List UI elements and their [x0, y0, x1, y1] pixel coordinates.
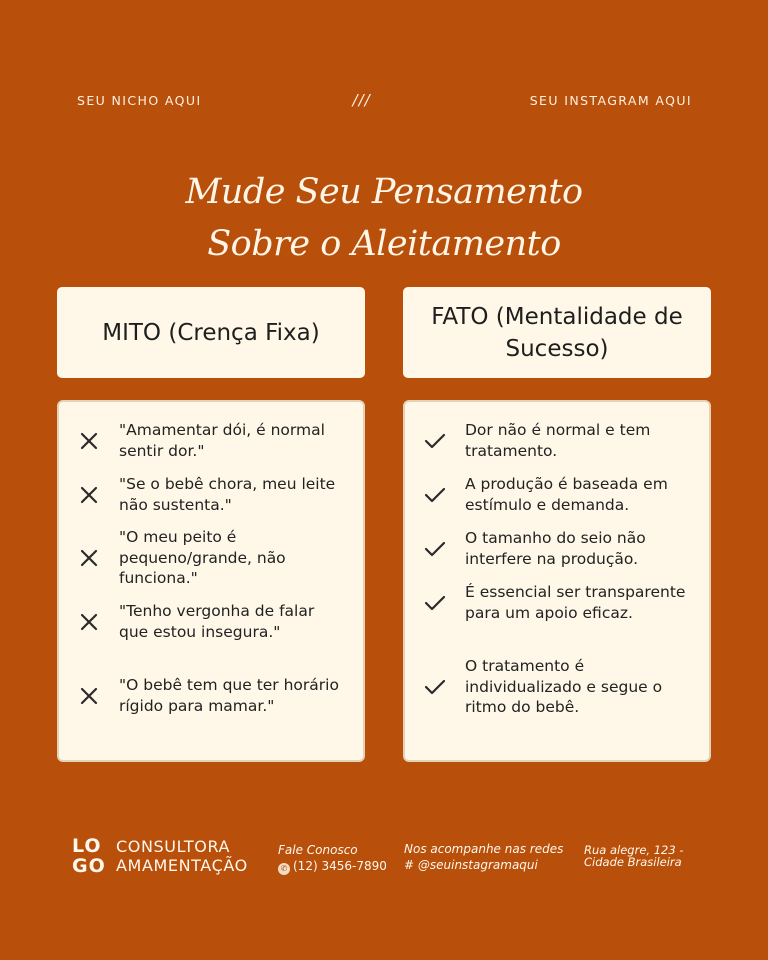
fact-heading: FATO (Mentalidade de Sucesso) [431, 303, 683, 362]
x-icon [59, 432, 119, 450]
myth-item-text: "Amamentar dói, é normal sentir dor." [119, 421, 325, 460]
myth-heading-card [57, 287, 365, 378]
brand-name [116, 837, 248, 875]
myth-item-text: "O bebê tem que ter horário rígido para mamar." [119, 676, 339, 715]
contact-label: Fale Conosco [278, 843, 358, 857]
fact-item-text: O tratamento é individualizado e segue o ritmo do bebê. [465, 657, 663, 716]
fact-heading-card [403, 287, 711, 378]
page-title [0, 166, 768, 270]
fact-item [405, 528, 709, 569]
x-icon [59, 687, 119, 705]
fact-list [403, 400, 711, 762]
address-line-2: Cidade Brasileira [584, 855, 682, 869]
address-block [584, 844, 683, 868]
myth-item [59, 474, 363, 515]
fact-item-text: O tamanho do seio não interfere na produção. [465, 529, 646, 568]
instagram-label: SEU INSTAGRAM AQUI [529, 92, 692, 108]
check-icon [405, 594, 465, 612]
phone-row[interactable] [278, 858, 387, 875]
social-handle[interactable]: # @seuinstagramaqui [404, 858, 538, 872]
x-icon [59, 486, 119, 504]
x-icon [59, 613, 119, 631]
fact-item [405, 656, 709, 718]
phone-number: (12) 3456-7890 [293, 859, 387, 873]
myth-item-text: "O meu peito é pequeno/grande, não funciona." [119, 528, 286, 587]
fact-item-text: A produção é baseada em estímulo e demanda. [465, 475, 668, 514]
footer [0, 836, 768, 886]
contact-block [278, 842, 387, 875]
title-line-1: Mude Seu Pensamento [185, 172, 583, 212]
top-bar [77, 90, 692, 110]
check-icon [405, 540, 465, 558]
niche-label: SEU NICHO AQUI [77, 92, 202, 108]
social-label: Nos acompanhe nas redes [404, 842, 564, 856]
check-icon [405, 678, 465, 696]
brand-line-2: AMAMENTAÇÃO [116, 856, 248, 875]
fact-item [405, 582, 709, 623]
check-icon [405, 432, 465, 450]
check-icon [405, 486, 465, 504]
fact-item [405, 474, 709, 515]
myth-item [59, 527, 363, 589]
fact-item [405, 420, 709, 461]
myth-item [59, 601, 363, 642]
fact-item-text: É essencial ser transparente para um apoio eficaz. [465, 583, 686, 622]
myth-item [59, 420, 363, 461]
myth-item-text: "Se o bebê chora, meu leite não sustenta." [119, 475, 336, 514]
myth-item [59, 675, 363, 716]
myth-heading: MITO (Crença Fixa) [102, 319, 320, 346]
title-line-2: Sobre o Aleitamento [207, 224, 561, 264]
separator: /// [352, 91, 371, 109]
brand-line-1: CONSULTORA [116, 837, 231, 856]
social-block [404, 841, 563, 873]
logo: LO GO [72, 835, 106, 877]
phone-icon: ✆ [278, 863, 290, 875]
myth-list [57, 400, 365, 762]
address-line-1: Rua alegre, 123 - [584, 843, 684, 857]
myth-item-text: "Tenho vergonha de falar que estou insegura." [119, 602, 315, 641]
x-icon [59, 549, 119, 567]
fact-item-text: Dor não é normal e tem tratamento. [465, 421, 651, 460]
